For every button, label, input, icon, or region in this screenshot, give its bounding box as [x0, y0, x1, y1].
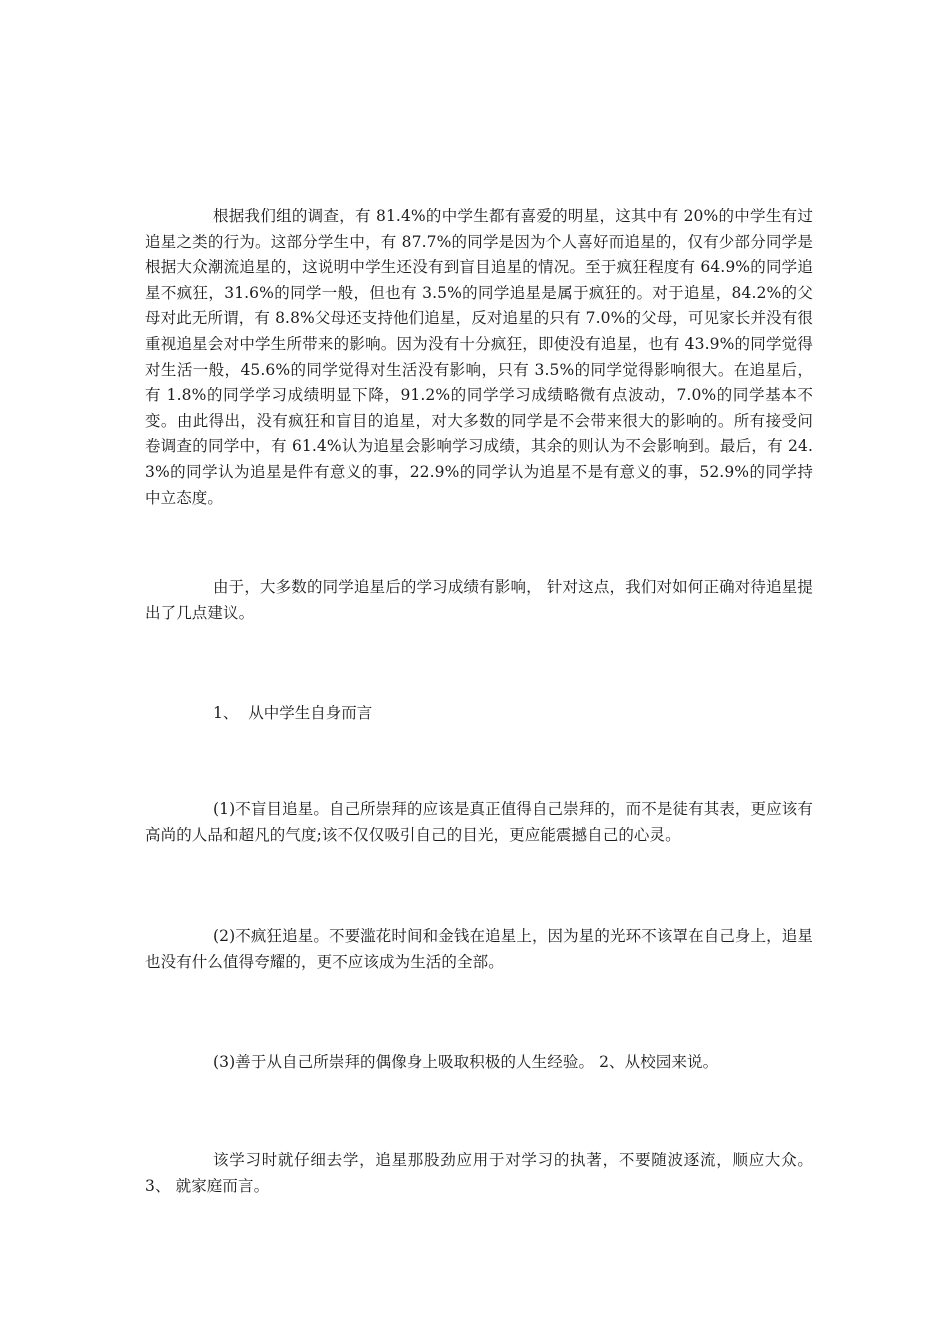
suggestion-intro-paragraph: 由于，大多数的同学追星后的学习成绩有影响， 针对这点，我们对如何正确对待追星提出了几点建议。: [145, 578, 813, 622]
point-2-paragraph: (2)不疯狂追星。不要滥花时间和金钱在追星上，因为星的光环不该罩在自己身上，追星也没有什么值得夸耀的，更不应该成为生活的全部。: [145, 927, 813, 971]
section-1-heading: 1、 从中学生自身而言: [213, 704, 373, 722]
survey-summary-paragraph: 根据我们组的调查，有 81.4%的中学生都有喜爱的明星，这其中有 20%的中学生有过追星之类的行为。这部分学生中，有 87.7%的同学是因为个人喜好而追星的，仅有少部分同学是根据大众潮流追星的，这说明中学生还没有到盲目追星的情况。至于疯狂程度有 64.9%的同学追星不疯狂，31.6%的同学一般，但也有 3.5%的同学追星是属于疯狂的。对于追星，84.2%的父母对此无所谓，有 8.8%父母还支持他们追星，反对追星的只有 7.0%的父母，可见家长并没有很重视追星会对中学生所带来的影响。因为没有十分疯狂，即使没有追星，也有 43.9%的同学觉得对生活一般，45.6%的同学觉得对生活没有影响，只有 3.5%的同学觉得影响很大。在追星后，有 1.8%的同学学习成绩明显下降，91.2%的同学学习成绩略微有点波动，7.0%的同学基本不变。由此得出，没有疯狂和盲目的追星，对大多数的同学是不会带来很大的影响的。所有接受问卷调查的同学中，有 61.4%认为追星会影响学习成绩，其余的则认为不会影响到。最后，有 24.3%的同学认为追星是件有意义的事，22.9%的同学认为追星不是有意义的事，52.9%的同学持中立态度。: [145, 207, 813, 507]
point-1-paragraph: (1)不盲目追星。自己所崇拜的应该是真正值得自己崇拜的，而不是徒有其表，更应该有高尚的人品和超凡的气度;该不仅仅吸引自己的目光，更应能震撼自己的心灵。: [145, 800, 813, 844]
school-advice-paragraph: 该学习时就仔细去学，追星那股劲应用于对学习的执著，不要随波逐流，顺应大众。 3、 就家庭而言。: [145, 1151, 813, 1195]
point-3-paragraph: (3)善于从自己所崇拜的偶像身上吸取积极的人生经验。 2、从校园来说。: [213, 1053, 719, 1071]
